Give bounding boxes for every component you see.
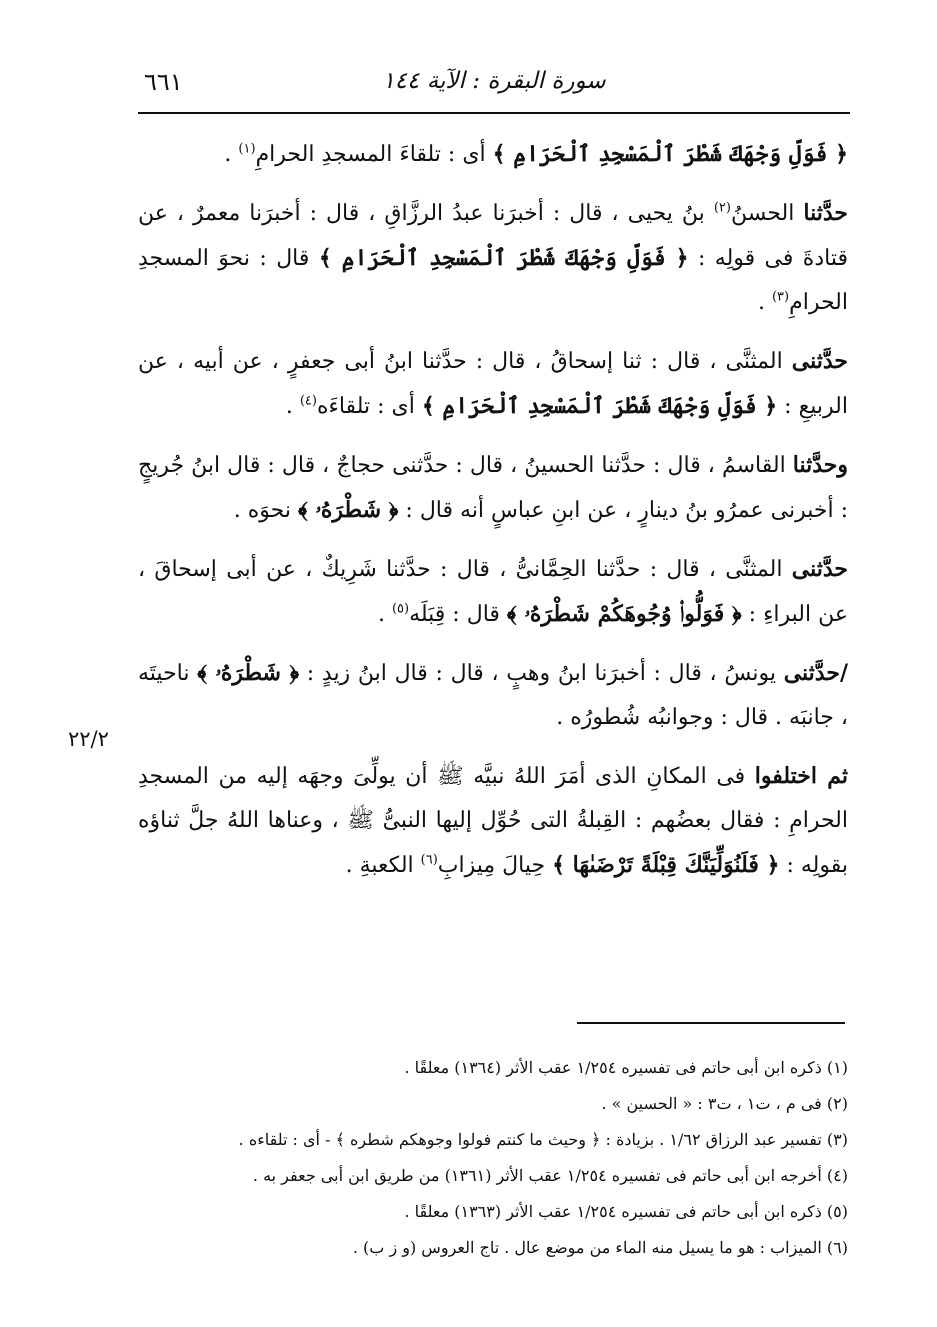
quran-verse: ﴿ فَوَلِّ وَجْهَكَ شَطْرَ ٱلْمَسْجِدِ ٱلْحَرَامِ ﴾	[318, 245, 689, 271]
paragraph-1	[138, 132, 848, 177]
quran-verse: ﴿ شَطْرَهُۥ ﴾	[297, 497, 399, 523]
paragraph-end: .	[285, 394, 300, 419]
paragraph-2	[138, 191, 848, 325]
paragraph-end: الكعبةِ .	[345, 853, 421, 878]
paragraph-end: ناحيتَه ، جانبَه . قال : وجوانبُه شُطورُه .	[138, 661, 848, 730]
paragraph-7	[138, 754, 848, 888]
footnote: (٦) الميزاب : هو ما يسيل منه الماء من موضع عال . تاج العروس (و ز ب) .	[352, 1238, 848, 1257]
footnote-ref: (٣)	[771, 289, 790, 305]
paragraph-lead: وحدَّثنا	[792, 452, 848, 478]
paragraph-text: أى : تلقاءَ المسجدِ الحرامِ	[255, 142, 493, 167]
footnote: (٢) فى م ، ت١ ، ت٣ : « الحسين » .	[601, 1094, 848, 1113]
footnote: (٣) تفسير عبد الرزاق ١/٦٢ . بزيادة : ﴿ وحيث ما كنتم فولوا وجوهكم شطره ﴾ - أى : تلقاءه .	[238, 1130, 848, 1149]
footnote-ref: (١)	[238, 141, 256, 157]
main-text	[138, 132, 848, 902]
paragraph-3	[138, 339, 848, 429]
page-number: ٦٦١	[144, 68, 183, 96]
paragraph-text-after-verse: أى : تلقاءَه	[316, 394, 422, 419]
paragraph-text: فى المكانِ الذى أمَرَ اللهُ نبيَّه ﷺ أن يولِّىَ وجهَه إليه من المسجدِ الحرامِ : فقال بعضُهم : القِبلةُ التى حُوِّل إليها النبىُّ ﷺ ، وعناها اللهُ جلَّ ثناؤه بقولِه :	[138, 764, 848, 878]
footnote-separator	[577, 1022, 845, 1024]
paragraph-text: يونسُ ، قال : أخبرَنا ابنُ وهبٍ ، قال : قال ابنُ زيدٍ :	[299, 661, 784, 686]
paragraph-text-after-verse: قال : نحوَ المسجدِ الحرامِ	[138, 246, 848, 315]
paragraph-text: الحسنُ	[730, 201, 804, 226]
paragraph-text: المثنَّى ، قال : ثنا إسحاقُ ، قال : حدَّثنا ابنُ أبى جعفرٍ ، عن أبيه ، عن الربيعِ :	[138, 349, 848, 419]
paragraph-end: .	[757, 290, 772, 315]
footnotes	[138, 1050, 848, 1266]
footnote: (٤) أخرجه ابن أبى حاتم فى تفسيره ١/٢٥٤ عقب الأثر (١٣٦١) من طريق ابن أبى جعفر به .	[252, 1166, 848, 1185]
quran-verse: ﴿ فَوَلِّ وَجْهَكَ شَطْرَ ٱلْمَسْجِدِ ٱلْحَرَامِ ﴾	[421, 393, 778, 419]
paragraph-end: نحوَه .	[233, 498, 298, 523]
footnote-ref: (٢)	[713, 200, 731, 216]
paragraph-lead: حدَّثنى	[791, 556, 848, 582]
quran-verse: ﴿ فَلَنُوَلِّيَنَّكَ قِبْلَةً تَرْضَىٰهَا ﴾	[552, 852, 780, 878]
page-header	[138, 62, 850, 114]
quran-verse: ﴿ فَوَلُّوا۟ وُجُوهَكُمْ شَطْرَهُۥ ﴾	[506, 601, 742, 627]
paragraph-text: القاسمُ ، قال : حدَّثنا الحسينُ ، قال : حدَّثنى حجاجٌ ، قال : قال ابنُ جُريجٍ : أخبرنى عمرُو بنُ دينارٍ ، عن ابنِ عباسٍ أنه قال :	[138, 453, 848, 523]
paragraph-text-continued: بنُ يحيى ، قال : أخبرَنا عبدُ الرزَّاقِ ، قال : أخبرَنا معمرٌ ، عن قتادةَ فى قولِه :	[138, 201, 848, 271]
paragraph-lead: حدَّثنى	[791, 348, 848, 374]
running-title: سورة البقرة : الآية ١٤٤	[382, 68, 606, 94]
footnote: (١) ذكره ابن أبى حاتم فى تفسيره ١/٢٥٤ عقب الأثر (١٣٦٤) معلقًا .	[404, 1058, 848, 1077]
paragraph-text-after-verse: قال : قِبَلَه	[409, 602, 507, 627]
paragraph-end: .	[224, 142, 239, 167]
footnote-ref: (٤)	[299, 393, 317, 409]
footnote-ref: (٦)	[420, 852, 438, 868]
paragraph-text: المثنَّى ، قال : حدَّثنا الحِمَّانىُّ ، قال : حدَّثنا شَرِيكٌ ، عن أبى إسحاقَ ، عن البراءِ :	[138, 557, 848, 627]
paragraph-5	[138, 547, 848, 637]
footnote-ref: (٥)	[391, 601, 410, 617]
quran-verse: ﴿ شَطْرَهُۥ ﴾	[197, 660, 300, 686]
footnote: (٥) ذكره ابن أبى حاتم فى تفسيره ١/٢٥٤ عقب الأثر (١٣٦٣) معلقًا .	[404, 1202, 848, 1221]
paragraph-text-after-verse: حِيالَ مِيزابِ	[437, 853, 553, 878]
paragraph-lead: /حدَّثنى	[783, 660, 848, 686]
paragraph-6	[138, 651, 848, 740]
paragraph-lead: حدَّثنا	[803, 200, 849, 226]
quran-verse: ﴿ فَوَلِّ وَجْهَكَ شَطْرَ ٱلْمَسْجِدِ ٱلْحَرَامِ ﴾	[492, 141, 848, 167]
paragraph-4	[138, 443, 848, 533]
margin-marker: ٢٢/٢	[68, 727, 109, 751]
paragraph-lead: ثم اختلفوا	[754, 763, 848, 789]
paragraph-end: .	[377, 602, 392, 627]
